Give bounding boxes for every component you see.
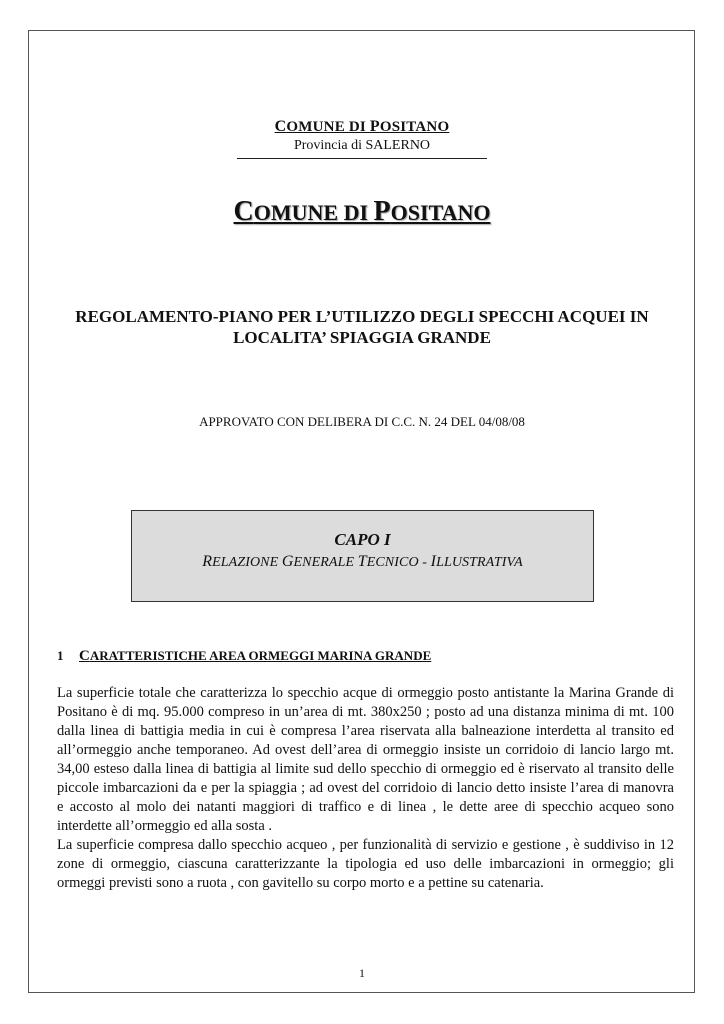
main-title-cap-2: P [373,196,391,227]
page-number: 1 [359,966,365,980]
capo-sub-cap-4: I [430,553,437,570]
capo-sub-part-3: ECNICO - [366,555,431,570]
header-title-part-1: OMUNE DI [286,119,370,135]
main-title-cap-1: C [233,196,254,227]
header-title [0,118,724,136]
main-title [0,196,724,228]
regulation-title: REGOLAMENTO-PIANO PER L’UTILIZZO DEGLI SPECCHI ACQUEI IN LOCALITA’ SPIAGGIA GRANDE [75,307,649,347]
section-heading-rest: ARATTERISTICHE AREA ORMEGGI MARINA GRANDE [89,648,432,663]
capo-subtitle [132,553,593,571]
capo-title: CAPO I [334,530,391,549]
section-heading-text [79,648,431,663]
capo-sub-part-1: ELAZIONE [212,555,282,570]
capo-box [131,510,594,602]
capo-sub-cap-3: T [357,553,367,570]
header-title-part-2: OSITANO [379,119,450,135]
header-title-cap-2: P [369,118,380,135]
body-text [57,684,674,893]
approval-text: APPROVATO CON DELIBERA DI C.C. N. 24 DEL 04/08/08 [199,414,525,429]
section-heading-cap: C [79,648,90,664]
header-divider [237,158,487,159]
capo-sub-part-2: ENERALE [293,555,358,570]
header-title-cap-1: C [274,118,287,135]
capo-sub-cap-1: R [202,553,213,570]
section-heading [57,648,431,665]
main-title-part-2: OSITANO [390,200,491,225]
body-paragraph-2: La superficie compresa dallo specchio acqueo , per funzionalità di servizio e gestione , è suddiviso in 12 zone di ormeggio, ciascuna caratterizzante la tipologia ed uso delle imbarcazioni in ormeggio; gli ormeggi previsti sono a ruota , con gavitello su corpo morto e a pettine su catenaria. [57,837,674,891]
main-title-part-1: OMUNE DI [253,200,374,225]
capo-sub-part-4: LLUSTRATIVA [436,555,523,570]
document-header [0,118,724,159]
capo-sub-cap-2: G [281,553,294,570]
body-paragraph-1: La superficie totale che caratterizza lo specchio acque di ormeggio posto antistante la Marina Grande di Positano è di mq. 95.000 compreso in un’area di mt. 380x250 ; posto ad una distanza minima di mt. 100 dalla linea di battigia media in cui è compresa l’area riservata alla balneazione interdetta al transito ed all’ormeggio anche temporaneo. Ad ovest dell’area di ormeggio insiste un corridoio di lancio largo mt. 34,00 esteso dalla linea di battigia al limite sud dello specchio di ormeggio ed è riservato al transito delle piccole imbarcazioni da e per la spiaggia ; ad ovest del corridoio di lancio detto insiste l’area di manovra e accosto al molo dei natanti maggiori di traffico e di linea , le dette aree di specchio acqueo sono interdette all’ormeggio ed alla sosta . [57,685,674,834]
header-subtitle: Provincia di SALERNO [293,138,431,153]
section-number: 1 [57,648,64,663]
